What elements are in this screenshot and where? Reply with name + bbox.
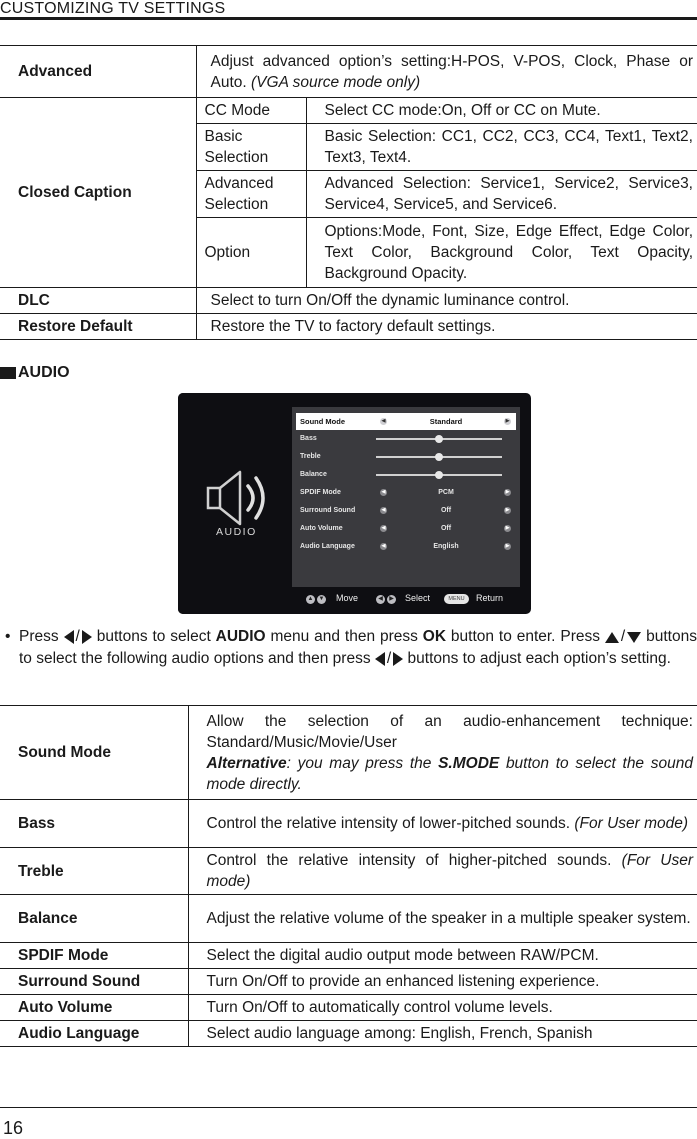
row-label: Advanced bbox=[0, 46, 196, 98]
settings-table bbox=[0, 45, 697, 340]
balance-slider[interactable] bbox=[376, 474, 502, 476]
sound-mode-text: Allow the selection of an audio-enhancement technique: Standard/Music/Movie/User bbox=[206, 712, 693, 751]
table-row bbox=[0, 895, 697, 943]
row-label: Surround Sound bbox=[0, 969, 188, 995]
row-label: DLC bbox=[0, 288, 196, 314]
right-arrow-icon[interactable]: ▶ bbox=[505, 543, 510, 549]
slash-glyph: / bbox=[620, 628, 626, 645]
row-label: Treble bbox=[0, 848, 188, 895]
right-arrow-icon[interactable]: ▶ bbox=[505, 525, 510, 531]
bullet-dot: • bbox=[5, 628, 11, 645]
menu-item-name: Treble bbox=[300, 453, 321, 460]
slider-knob[interactable] bbox=[435, 453, 443, 461]
speaker-icon bbox=[206, 468, 270, 528]
row-description bbox=[188, 848, 697, 895]
page-number: 16 bbox=[3, 1118, 24, 1138]
section-marker-icon bbox=[0, 367, 16, 379]
menu-item-name: Bass bbox=[300, 435, 317, 442]
advanced-text: Adjust advanced option’s setting:H-POS, V-POS, Clock, Phase or Auto. bbox=[210, 52, 693, 91]
sub-option-desc: Advanced Selection: Service1, Service2, Service3, Service4, Service5, and Service6. bbox=[306, 171, 697, 218]
tv-menu-item-sound-mode[interactable] bbox=[296, 413, 516, 430]
smode-button-name: S.MODE bbox=[438, 754, 500, 772]
table-row bbox=[0, 800, 697, 848]
treble-text: Control the relative intensity of higher-pitched sounds. bbox=[206, 852, 612, 869]
row-label: SPDIF Mode bbox=[0, 943, 188, 969]
table-row bbox=[0, 1021, 697, 1047]
left-arrow-icon[interactable]: ◀ bbox=[381, 418, 386, 424]
table-row bbox=[0, 706, 697, 800]
left-arrow-icon[interactable]: ◀ bbox=[381, 507, 386, 513]
slider-knob[interactable] bbox=[435, 435, 443, 443]
menu-item-name: Balance bbox=[300, 471, 327, 478]
right-arrow-icon[interactable]: ▶ bbox=[505, 418, 510, 424]
row-description bbox=[188, 800, 697, 848]
advanced-note: (VGA source mode only) bbox=[251, 73, 421, 91]
slider-knob[interactable] bbox=[435, 471, 443, 479]
left-arrow-icon[interactable]: ◀ bbox=[381, 489, 386, 495]
sub-option-desc: Options:Mode, Font, Size, Edge Effect, Edge Color, Text Color, Background Color, Text Opacity, Background Opacity. bbox=[306, 218, 697, 288]
tv-menu-item-auto-volume[interactable] bbox=[296, 522, 516, 536]
header-rule bbox=[0, 17, 697, 20]
tv-audio-menu-screenshot bbox=[178, 393, 531, 614]
footer-rule bbox=[0, 1107, 697, 1108]
treble-slider[interactable] bbox=[376, 456, 502, 458]
left-arrow-icon bbox=[64, 630, 74, 644]
tv-audio-label: AUDIO bbox=[216, 526, 257, 538]
menu-button-icon: MENU bbox=[444, 594, 469, 604]
text-fragment: buttons to adjust each option’s setting. bbox=[407, 650, 671, 668]
right-arrow-icon bbox=[393, 652, 403, 666]
menu-item-name: Sound Mode bbox=[300, 417, 345, 426]
tv-menu-item-surround-sound[interactable] bbox=[296, 504, 516, 518]
tv-menu-item-spdif-mode[interactable] bbox=[296, 486, 516, 500]
right-arrow-icon[interactable]: ▶ bbox=[505, 489, 510, 495]
text-fragment: buttons to select the following audio options and then press bbox=[19, 628, 697, 668]
row-description: Turn On/Off to provide an enhanced listening experience. bbox=[188, 969, 697, 995]
instruction-text bbox=[19, 626, 697, 670]
audio-options-table bbox=[0, 705, 697, 1047]
left-button-icon: ◀ bbox=[376, 595, 385, 604]
sub-option-name: CC Mode bbox=[196, 98, 306, 124]
up-button-icon: ▲ bbox=[307, 596, 314, 602]
down-button-icon: ▼ bbox=[318, 596, 325, 602]
slash-glyph: / bbox=[75, 628, 80, 645]
section-heading bbox=[0, 364, 70, 382]
tv-menu-item-treble[interactable] bbox=[296, 450, 516, 464]
menu-item-name: Surround Sound bbox=[300, 507, 356, 514]
page-header: CUSTOMIZING TV SETTINGS bbox=[0, 0, 226, 17]
up-arrow-icon bbox=[605, 632, 619, 643]
tv-menu-panel bbox=[292, 407, 520, 587]
tv-menu-sidebar bbox=[178, 393, 290, 614]
table-row bbox=[0, 314, 697, 340]
right-button-icon: ▶ bbox=[387, 595, 396, 604]
sub-option-name: Option bbox=[196, 218, 306, 288]
table-row bbox=[0, 943, 697, 969]
row-label: Restore Default bbox=[0, 314, 196, 340]
right-arrow-icon[interactable]: ▶ bbox=[505, 507, 510, 513]
table-row bbox=[0, 288, 697, 314]
sub-option-name: Basic Selection bbox=[196, 124, 306, 171]
row-label: Bass bbox=[0, 800, 188, 848]
table-row bbox=[0, 995, 697, 1021]
menu-item-value: Off bbox=[440, 507, 452, 514]
row-description bbox=[196, 46, 697, 98]
sub-option-name: Advanced Selection bbox=[196, 171, 306, 218]
alternative-text: : you may press the bbox=[286, 754, 432, 772]
table-row bbox=[0, 46, 697, 98]
table-row bbox=[0, 969, 697, 995]
row-label: Closed Caption bbox=[0, 98, 196, 288]
row-label: Audio Language bbox=[0, 1021, 188, 1047]
section-title: AUDIO bbox=[18, 364, 70, 381]
tv-menu-item-bass[interactable] bbox=[296, 432, 516, 446]
menu-item-name: SPDIF Mode bbox=[300, 489, 341, 496]
text-fragment: menu and then press bbox=[270, 628, 418, 646]
row-label: Sound Mode bbox=[0, 706, 188, 800]
menu-item-name: Auto Volume bbox=[300, 525, 343, 532]
slash-glyph: / bbox=[386, 650, 392, 668]
menu-item-value: Standard bbox=[429, 417, 463, 426]
row-description: Select to turn On/Off the dynamic luminance control. bbox=[196, 288, 697, 314]
menu-item-value: PCM bbox=[438, 489, 454, 496]
bass-note: (For User mode) bbox=[574, 815, 689, 832]
row-description: Select audio language among: English, French, Spanish bbox=[188, 1021, 697, 1047]
sub-option-desc: Select CC mode:On, Off or CC on Mute. bbox=[306, 98, 697, 124]
row-description: Restore the TV to factory default settings. bbox=[196, 314, 697, 340]
hint-return: Return bbox=[476, 593, 504, 603]
text-fragment: buttons to select bbox=[96, 628, 211, 646]
row-description bbox=[188, 706, 697, 800]
tv-menu-item-audio-language[interactable] bbox=[296, 540, 516, 554]
hint-move: Move bbox=[336, 593, 359, 603]
menu-item-name: Audio Language bbox=[300, 543, 355, 550]
alternative-text: button to select the sound mode directly. bbox=[206, 754, 693, 793]
right-arrow-icon bbox=[82, 630, 92, 644]
text-fragment: Press bbox=[19, 628, 59, 646]
text-fragment-bold: OK bbox=[422, 628, 447, 646]
menu-item-value: English bbox=[433, 543, 459, 550]
table-row bbox=[0, 98, 697, 124]
menu-item-value: Off bbox=[440, 525, 452, 532]
row-description: Turn On/Off to automatically control volume levels. bbox=[188, 995, 697, 1021]
row-description: Adjust the relative volume of the speaker in a multiple speaker system. bbox=[188, 895, 697, 943]
row-label: Auto Volume bbox=[0, 995, 188, 1021]
left-arrow-icon[interactable]: ◀ bbox=[381, 543, 386, 549]
table-row bbox=[0, 848, 697, 895]
alternative-label: Alternative bbox=[206, 754, 287, 772]
text-fragment: button to enter. Press bbox=[450, 628, 600, 646]
down-arrow-icon bbox=[627, 632, 641, 643]
tv-menu-item-balance[interactable] bbox=[296, 468, 516, 482]
bass-slider[interactable] bbox=[376, 438, 502, 440]
left-arrow-icon[interactable]: ◀ bbox=[381, 525, 386, 531]
treble-note: (For User mode) bbox=[206, 852, 694, 890]
row-label: Balance bbox=[0, 895, 188, 943]
hint-select: Select bbox=[405, 593, 431, 603]
left-arrow-icon bbox=[375, 652, 385, 666]
sub-option-desc: Basic Selection: CC1, CC2, CC3, CC4, Text1, Text2, Text3, Text4. bbox=[306, 124, 697, 171]
bass-text: Control the relative intensity of lower-pitched sounds. bbox=[206, 815, 571, 832]
row-description: Select the digital audio output mode between RAW/PCM. bbox=[188, 943, 697, 969]
text-fragment-bold: AUDIO bbox=[215, 628, 266, 646]
